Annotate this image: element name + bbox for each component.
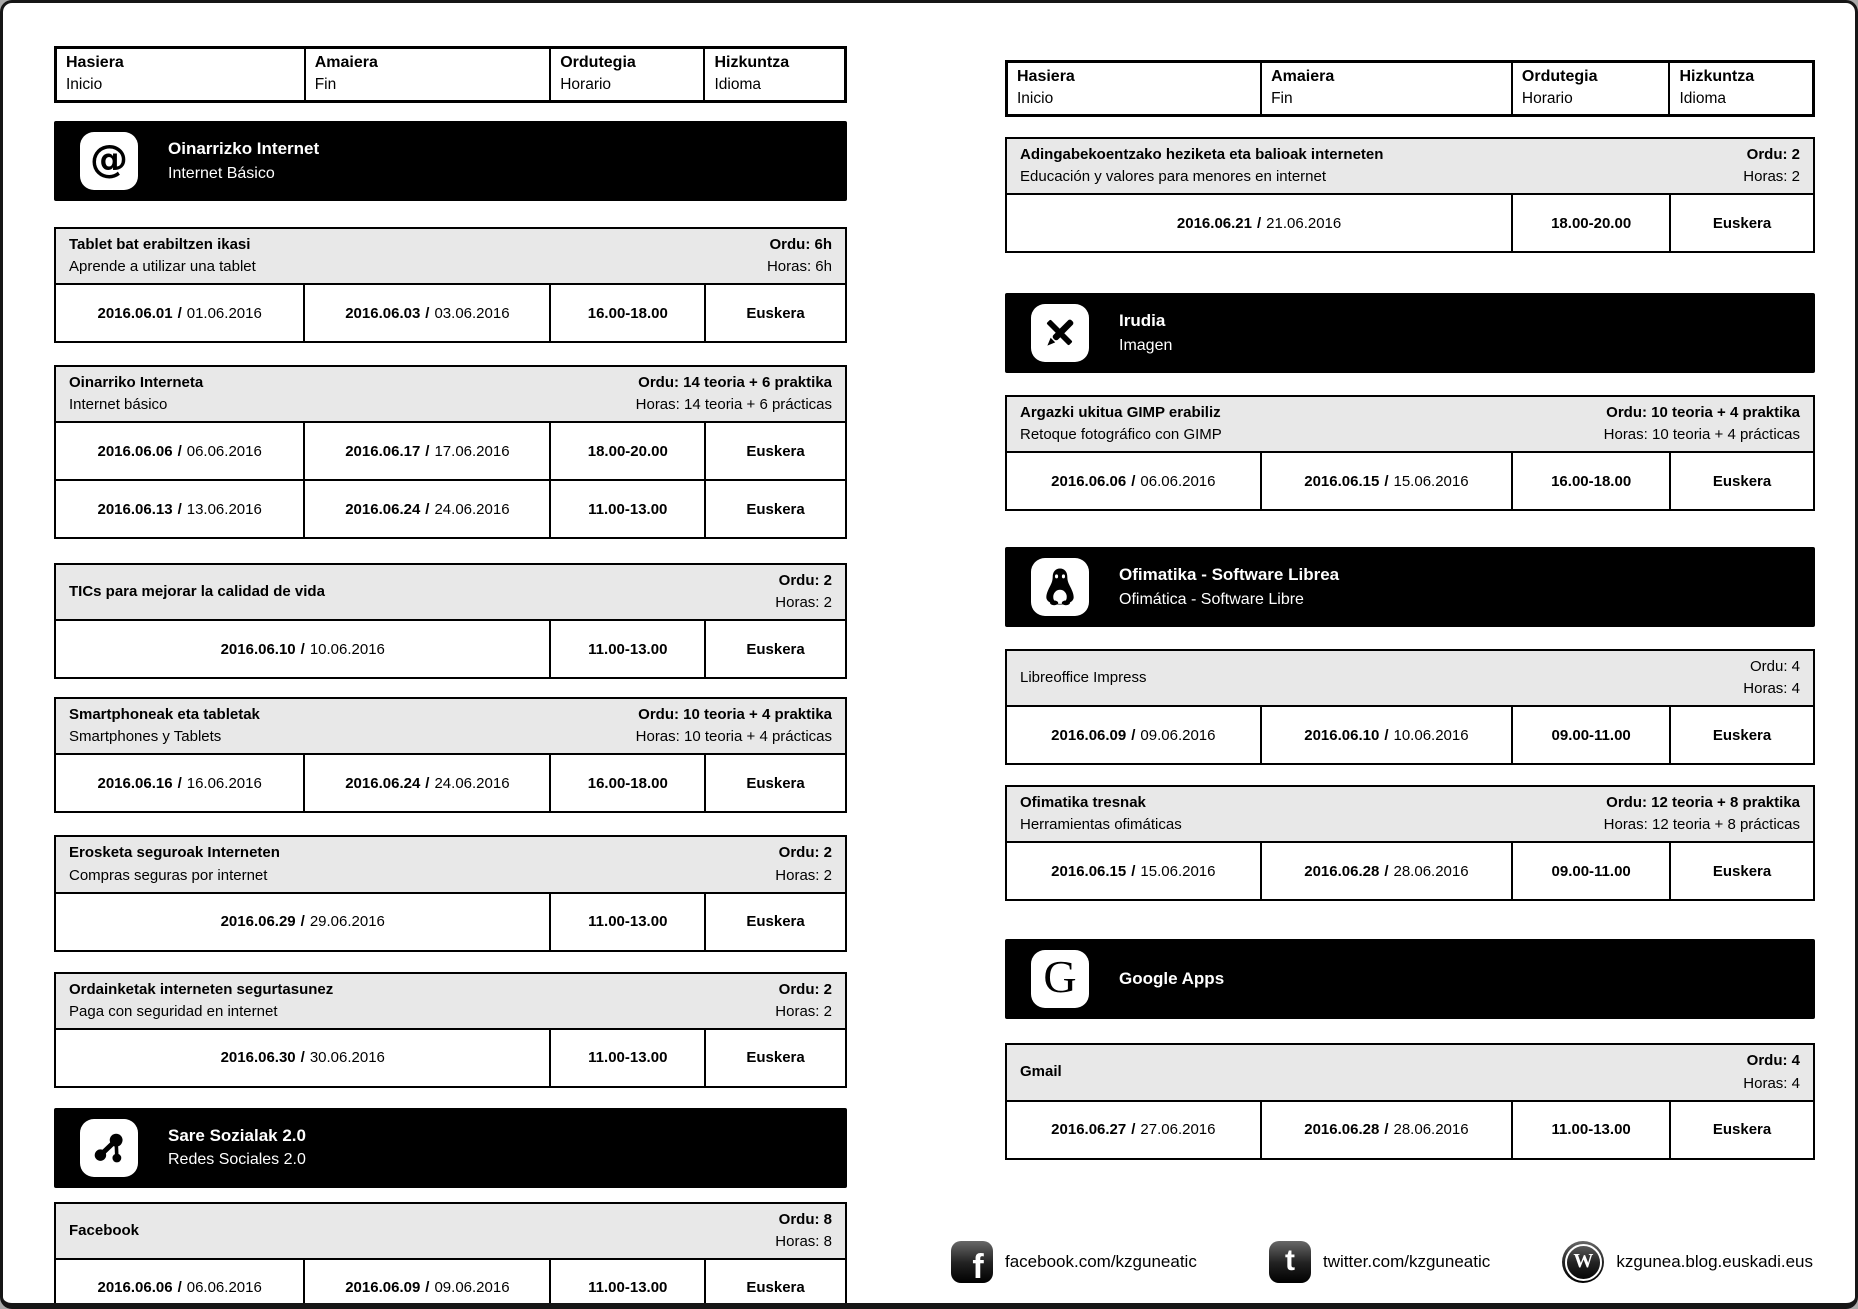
course-title-eu: Facebook <box>69 1221 140 1239</box>
course-row <box>56 621 845 677</box>
course-header <box>1007 787 1813 843</box>
end-date-cell: 2016.06.24 / 24.06.2016 <box>305 481 551 537</box>
course-header <box>56 565 845 621</box>
header-cell-end <box>306 49 552 100</box>
course-safe-payments <box>54 972 847 1088</box>
section-social-networks <box>54 1108 847 1188</box>
course-hours-eu: Ordu: 2 <box>1746 146 1800 164</box>
start-date-cell: 2016.06.01 / 01.06.2016 <box>56 285 305 341</box>
course-facebook <box>54 1202 847 1309</box>
start-date-cell: 2016.06.16 / 16.06.2016 <box>56 755 305 811</box>
header-cell-start <box>1008 63 1262 114</box>
header-cell-language <box>705 49 844 100</box>
date-cell: 2016.06.29 / 29.06.2016 <box>56 894 551 950</box>
course-tablet <box>54 227 847 343</box>
facebook-link[interactable] <box>951 1241 1197 1283</box>
section-title-eu: Sare Sozialak 2.0 <box>168 1125 306 1145</box>
column-header-table <box>54 46 847 103</box>
course-tics <box>54 563 847 679</box>
image-icon <box>1031 304 1089 362</box>
start-date-cell: 2016.06.06 / 06.06.2016 <box>56 1260 305 1309</box>
time-cell: 18.00-20.00 <box>1513 195 1671 251</box>
end-date-cell: 2016.06.28 / 28.06.2016 <box>1262 843 1513 899</box>
header-cell-schedule <box>551 49 705 100</box>
course-hours-es: Horas: 2 <box>1743 168 1800 186</box>
header-label-eu: Ordutegia <box>560 54 636 71</box>
course-title-eu: Libreoffice Impress <box>1020 669 1147 687</box>
header-label-eu: Amaiera <box>1271 68 1335 85</box>
language-cell: Euskera <box>746 442 805 460</box>
course-hours-es: Horas: 14 teoria + 6 prácticas <box>635 396 832 414</box>
course-header <box>1007 139 1813 195</box>
end-date-cell: 2016.06.17 / 17.06.2016 <box>305 423 551 479</box>
course-row <box>56 1030 845 1086</box>
course-hours-eu: Ordu: 12 teoria + 8 praktika <box>1606 794 1800 812</box>
header-label-eu: Ordutegia <box>1521 68 1598 85</box>
course-hours-eu: Ordu: 14 teoria + 6 praktika <box>638 374 832 392</box>
course-header <box>1007 651 1813 707</box>
language-cell: Euskera <box>746 640 805 658</box>
course-title-eu: Oinarriko Interneta <box>69 374 204 392</box>
course-row <box>1007 843 1813 899</box>
section-title-es: Ofimática - Software Libre <box>1119 590 1304 608</box>
section-title-eu: Google Apps <box>1119 969 1225 989</box>
course-header <box>56 699 845 755</box>
course-title-eu: Ofimatika tresnak <box>1020 794 1146 812</box>
end-date-cell: 2016.06.10 / 10.06.2016 <box>1262 707 1513 763</box>
section-basic-internet <box>54 121 847 201</box>
course-hours-eu: Ordu: 10 teoria + 4 praktika <box>1606 404 1800 422</box>
course-row <box>56 423 845 479</box>
twitter-url: twitter.com/kzguneatic <box>1323 1252 1491 1271</box>
facebook-url: facebook.com/kzguneatic <box>1005 1252 1197 1271</box>
right-column <box>1005 60 1815 1160</box>
course-hours-es: Horas: 2 <box>775 866 832 884</box>
header-label-es: Inicio <box>66 76 103 94</box>
course-hours-eu: Ordu: 4 <box>1749 658 1800 676</box>
course-libreoffice-impress <box>1005 649 1815 765</box>
header-cell-start <box>57 49 306 100</box>
language-cell: Euskera <box>746 500 805 518</box>
date-cell: 2016.06.10 / 10.06.2016 <box>56 621 551 677</box>
section-google-apps <box>1005 939 1815 1019</box>
end-date-cell: 2016.06.09 / 09.06.2016 <box>305 1260 551 1309</box>
course-hours-eu: Ordu: 4 <box>1746 1052 1800 1070</box>
header-label-eu: Hasiera <box>66 54 124 71</box>
time-cell: 11.00-13.00 <box>551 1260 706 1309</box>
start-date-cell: 2016.06.09 / 09.06.2016 <box>1007 707 1262 763</box>
course-header <box>56 974 845 1030</box>
time-cell: 11.00-13.00 <box>551 621 706 677</box>
language-cell: Euskera <box>1712 1121 1772 1139</box>
course-header <box>1007 397 1813 453</box>
course-smartphones <box>54 697 847 813</box>
start-date-cell: 2016.06.06 / 06.06.2016 <box>1007 453 1262 509</box>
course-gimp <box>1005 395 1815 511</box>
course-title-es: Educación y valores para menores en internet <box>1020 168 1327 186</box>
language-cell: Euskera <box>746 1049 805 1067</box>
header-label-es: Horario <box>1521 90 1573 108</box>
course-title-eu: Adingabekoentzako heziketa eta balioak interneten <box>1020 146 1384 164</box>
header-label-es: Fin <box>314 76 337 94</box>
start-date-cell: 2016.06.13 / 13.06.2016 <box>56 481 305 537</box>
course-hours-eu: Ordu: 10 teoria + 4 praktika <box>638 706 832 724</box>
course-hours-eu: Ordu: 2 <box>778 572 832 590</box>
google-g-icon: G <box>1031 950 1089 1008</box>
course-hours-eu: Ordu: 2 <box>778 844 832 862</box>
course-title-es: Internet básico <box>69 396 168 414</box>
date-cell: 2016.06.30 / 30.06.2016 <box>56 1030 551 1086</box>
header-label-eu: Hasiera <box>1017 68 1075 85</box>
course-title-eu: TICs para mejorar la calidad de vida <box>69 583 325 601</box>
at-icon: @ <box>80 132 138 190</box>
course-title-eu: Gmail <box>1020 1063 1062 1081</box>
course-row <box>1007 195 1813 251</box>
header-cell-schedule <box>1513 63 1671 114</box>
tux-icon <box>1031 558 1089 616</box>
date-cell: 2016.06.21 / 21.06.2016 <box>1007 195 1513 251</box>
course-title-es: Retoque fotográfico con GIMP <box>1020 426 1222 444</box>
header-cell-language <box>1670 63 1812 114</box>
course-hours-eu: Ordu: 6h <box>769 236 832 254</box>
share-icon <box>80 1119 138 1177</box>
course-title-es: Herramientas ofimáticas <box>1020 816 1182 834</box>
section-title-eu: Oinarrizko Internet <box>168 139 320 159</box>
course-hours-es: Horas: 10 teoria + 4 prácticas <box>1603 426 1800 444</box>
section-title-eu: Ofimatika - Software Librea <box>1119 565 1340 585</box>
course-safe-shopping <box>54 835 847 951</box>
language-cell: Euskera <box>746 913 805 931</box>
course-title-es: Smartphones y Tablets <box>69 728 222 746</box>
language-cell: Euskera <box>746 304 805 322</box>
time-cell: 18.00-20.00 <box>551 423 706 479</box>
social-links-footer <box>951 1241 1813 1283</box>
header-label-eu: Amaiera <box>314 54 378 71</box>
course-basic-internet <box>54 365 847 539</box>
start-date-cell: 2016.06.15 / 15.06.2016 <box>1007 843 1262 899</box>
course-gmail <box>1005 1043 1815 1159</box>
section-image <box>1005 293 1815 373</box>
course-row <box>1007 453 1813 509</box>
course-office-tools <box>1005 785 1815 901</box>
facebook-icon: f <box>951 1241 993 1283</box>
section-title-es: Internet Básico <box>168 164 275 182</box>
end-date-cell: 2016.06.28 / 28.06.2016 <box>1262 1102 1513 1158</box>
course-row <box>56 285 845 341</box>
course-header <box>1007 1045 1813 1101</box>
course-row <box>1007 1102 1813 1158</box>
course-header <box>56 229 845 285</box>
time-cell: 11.00-13.00 <box>551 481 706 537</box>
time-cell: 11.00-13.00 <box>1513 1102 1671 1158</box>
language-cell: Euskera <box>1712 472 1772 490</box>
course-hours-es: Horas: 8 <box>775 1232 832 1250</box>
twitter-link[interactable] <box>1269 1241 1490 1283</box>
time-cell: 09.00-11.00 <box>1513 707 1671 763</box>
section-title-es: Imagen <box>1119 336 1173 354</box>
section-title-es: Redes Sociales 2.0 <box>168 1151 306 1169</box>
course-title-eu: Smartphoneak eta tabletak <box>69 706 260 724</box>
language-cell: Euskera <box>746 1279 805 1297</box>
time-cell: 16.00-18.00 <box>1513 453 1671 509</box>
course-hours-eu: Ordu: 8 <box>778 1210 832 1228</box>
course-hours-es: Horas: 10 teoria + 4 prácticas <box>635 728 832 746</box>
course-row <box>56 894 845 950</box>
section-office-free-software <box>1005 547 1815 627</box>
course-header <box>56 837 845 893</box>
time-cell: 11.00-13.00 <box>551 894 706 950</box>
course-hours-es: Horas: 4 <box>1743 1074 1800 1092</box>
course-title-eu: Erosketa seguroak Interneten <box>69 844 280 862</box>
header-label-es: Inicio <box>1017 90 1054 108</box>
header-label-eu: Hizkuntza <box>1679 68 1755 85</box>
course-hours-es: Horas: 2 <box>775 1002 832 1020</box>
end-date-cell: 2016.06.15 / 15.06.2016 <box>1262 453 1513 509</box>
left-column <box>54 46 847 1309</box>
language-cell: Euskera <box>1712 862 1772 880</box>
course-title-eu: Ordainketak interneten segurtasunez <box>69 980 334 998</box>
course-hours-es: Horas: 4 <box>1743 680 1800 698</box>
start-date-cell: 2016.06.06 / 06.06.2016 <box>56 423 305 479</box>
course-row <box>56 1260 845 1309</box>
time-cell: 16.00-18.00 <box>551 755 706 811</box>
course-header <box>56 1204 845 1260</box>
course-title-es: Paga con seguridad en internet <box>69 1002 278 1020</box>
header-label-es: Idioma <box>1679 90 1727 108</box>
course-hours-es: Horas: 12 teoria + 8 prácticas <box>1603 816 1800 834</box>
header-label-es: Horario <box>560 76 612 94</box>
course-minors-education <box>1005 137 1815 253</box>
course-row <box>1007 707 1813 763</box>
course-title-es: Aprende a utilizar una tablet <box>69 258 256 276</box>
course-title-eu: Argazki ukitua GIMP erabiliz <box>1020 404 1221 422</box>
section-title-eu: Irudia <box>1119 311 1166 331</box>
column-header-table <box>1005 60 1815 117</box>
course-hours-es: Horas: 6h <box>766 258 832 276</box>
course-header <box>56 367 845 423</box>
header-label-eu: Hizkuntza <box>714 54 790 71</box>
course-row <box>56 479 845 537</box>
course-title-eu: Tablet bat erabiltzen ikasi <box>69 236 251 254</box>
blog-url: kzgunea.blog.euskadi.eus <box>1616 1252 1813 1271</box>
language-cell: Euskera <box>1712 726 1772 744</box>
header-label-es: Fin <box>1271 90 1293 108</box>
wordpress-link[interactable] <box>1562 1241 1813 1283</box>
language-cell: Euskera <box>746 774 805 792</box>
header-label-es: Idioma <box>714 76 761 94</box>
start-date-cell: 2016.06.27 / 27.06.2016 <box>1007 1102 1262 1158</box>
language-cell: Euskera <box>1712 214 1772 232</box>
course-row <box>56 755 845 811</box>
time-cell: 16.00-18.00 <box>551 285 706 341</box>
wordpress-icon: W <box>1562 1241 1604 1283</box>
twitter-icon: t <box>1269 1241 1311 1283</box>
time-cell: 09.00-11.00 <box>1513 843 1671 899</box>
end-date-cell: 2016.06.03 / 03.06.2016 <box>305 285 551 341</box>
time-cell: 11.00-13.00 <box>551 1030 706 1086</box>
header-cell-end <box>1262 63 1513 114</box>
course-hours-eu: Ordu: 2 <box>778 980 832 998</box>
course-hours-es: Horas: 2 <box>775 594 832 612</box>
end-date-cell: 2016.06.24 / 24.06.2016 <box>305 755 551 811</box>
course-title-es: Compras seguras por internet <box>69 866 268 884</box>
